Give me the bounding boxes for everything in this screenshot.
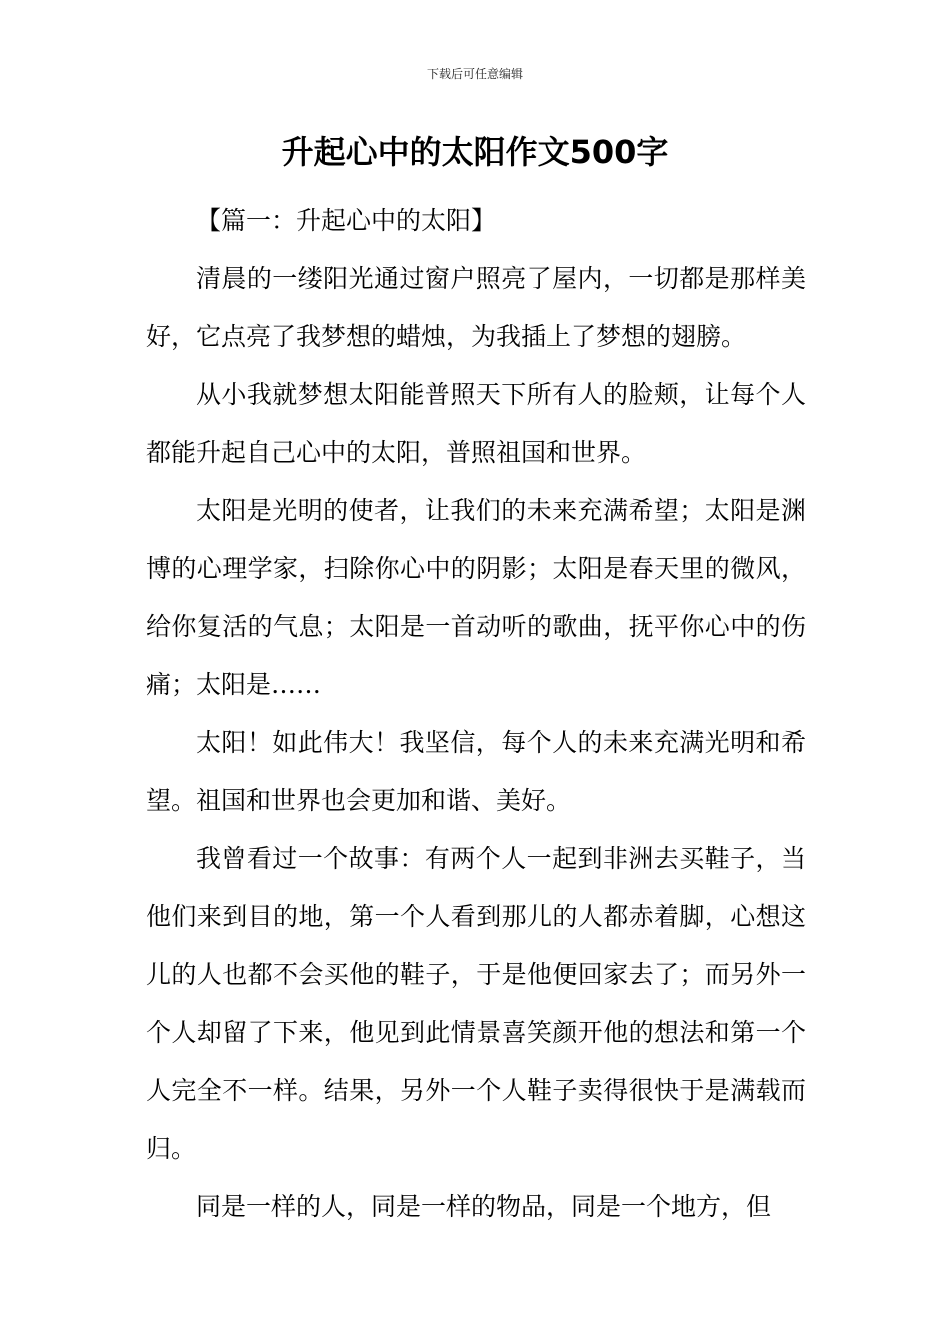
paragraph: 同是一样的人，同是一样的物品，同是一个地方，但 xyxy=(196,1192,772,1221)
paragraph: 太阳！如此伟大！我坚信，每个人的未来充满光明和希望。祖国和世界也会更加和谐、美好。 xyxy=(146,728,806,815)
paragraph: 从小我就梦想太阳能普照天下所有人的脸颊，让每个人都能升起自己心中的太阳，普照祖国和世界。 xyxy=(146,380,806,467)
document-title: 升起心中的太阳作文500字 xyxy=(281,133,669,171)
paragraph: 清晨的一缕阳光通过窗户照亮了屋内，一切都是那样美好，它点亮了我梦想的蜡烛，为我插上了梦想的翅膀。 xyxy=(146,264,806,351)
section-heading: 【篇一：升起心中的太阳】 xyxy=(196,206,497,235)
document-body xyxy=(146,192,806,1236)
header-note: 下载后可任意编辑 xyxy=(426,67,523,81)
paragraph: 太阳是光明的使者，让我们的未来充满希望；太阳是渊博的心理学家，扫除你心中的阴影；太阳是春天里的微风，给你复活的气息；太阳是一首动听的歌曲，抚平你心中的伤痛；太阳是…… xyxy=(146,496,806,699)
paragraph: 我曾看过一个故事：有两个人一起到非洲去买鞋子，当他们来到目的地，第一个人看到那儿的人都赤着脚，心想这儿的人也都不会买他的鞋子，于是他便回家去了；而另外一个人却留了下来，他见到此情景喜笑颜开他的想法和第一个人完全不一样。结果，另外一个人鞋子卖得很快于是满载而归。 xyxy=(146,844,806,1163)
